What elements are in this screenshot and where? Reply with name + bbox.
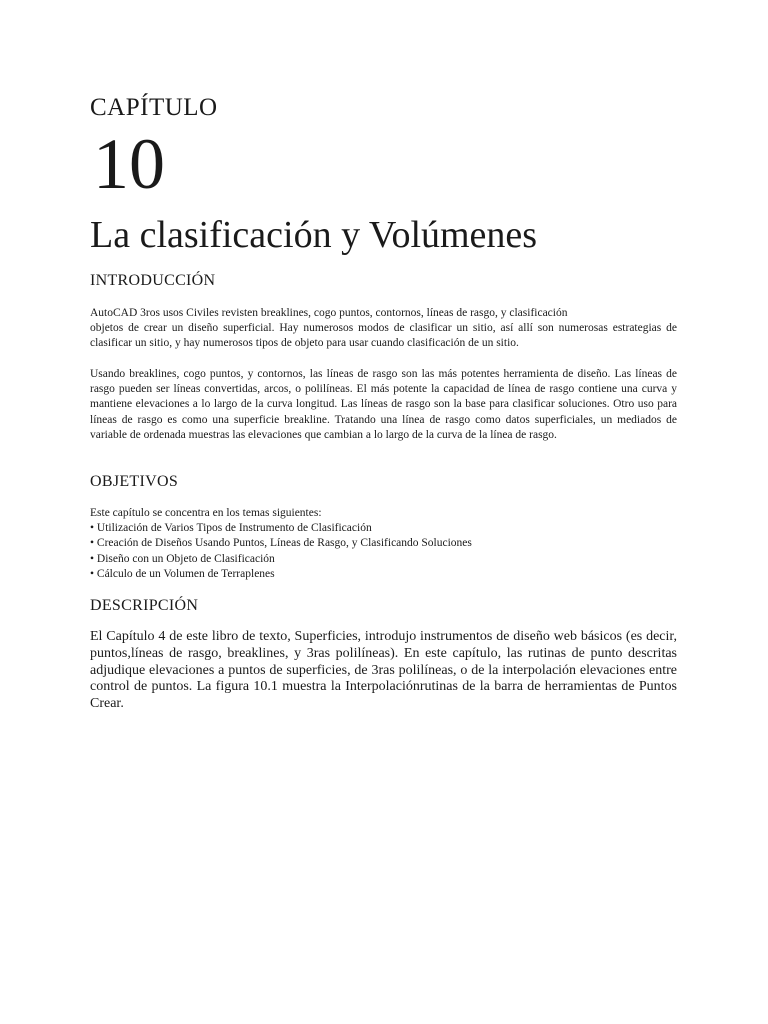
section-heading-descripcion: DESCRIPCIÓN <box>90 597 199 614</box>
list-item: • Cálculo de un Volumen de Terraplenes <box>90 567 275 580</box>
objectives-list <box>90 521 677 582</box>
list-item: • Creación de Diseños Usando Puntos, Líneas de Rasgo, y Clasificando Soluciones <box>90 537 472 550</box>
section-heading-introduccion: INTRODUCCIÓN <box>90 272 216 289</box>
intro-paragraph-1-line-2: objetos de crear un diseño superficial. Hay numerosos modos de clasificar un sitio, así allí son numerosas estrategias de clasificar un sitio, y hay numerosos tipos de objeto para usar cuando clasificación de un sitio. <box>90 322 677 350</box>
objectives-intro: Este capítulo se concentra en los temas siguientes: <box>90 507 322 519</box>
section-heading-objetivos: OBJETIVOS <box>90 473 179 490</box>
list-item: • Diseño con un Objeto de Clasificación <box>90 552 275 565</box>
objectives-block <box>90 506 677 582</box>
description-paragraph: El Capítulo 4 de este libro de texto, Superficies, introdujo instrumentos de diseño web básicos (es decir, puntos,líneas de rasgo, breaklines, y 3ras polilíneas). En este capítulo, las rutinas de punto descritas adjudique elevaciones a puntos de superficies, de 3ras polilíneas, o de la interpolación elevaciones entre control de puntos. La figura 10.1 muestra la Interpolaciónrutinas de la barra de herramientas de Puntos Crear. <box>90 629 677 712</box>
intro-paragraph-1 <box>90 306 677 352</box>
chapter-label: CAPÍTULO <box>90 94 218 121</box>
chapter-title: La clasificación y Volúmenes <box>90 214 538 256</box>
intro-paragraph-1-line-1: AutoCAD 3ros usos Civiles revisten breaklines, cogo puntos, contornos, líneas de rasgo, y clasificación <box>90 307 568 319</box>
list-item: • Utilización de Varios Tipos de Instrumento de Clasificación <box>90 522 372 535</box>
intro-paragraph-2: Usando breaklines, cogo puntos, y contornos, las líneas de rasgo son las más potentes herramienta de diseño. Las líneas de rasgo pueden ser líneas convertidas, arcos, o polilíneas. El más potente la capacidad de línea de rasgo contiene una curva y mantiene elevaciones a lo largo de la curva longitud. Las líneas de rasgo son la base para clasificar soluciones. Otro uso para líneas de rasgo es como una superficie breakline. Tratando una línea de rasgo como datos superficiales, un mediados de variable de ordenada muestras las elevaciones que cambian a lo largo de la curva de la línea de rasgo. <box>90 368 677 441</box>
chapter-number: 10 <box>93 124 165 204</box>
